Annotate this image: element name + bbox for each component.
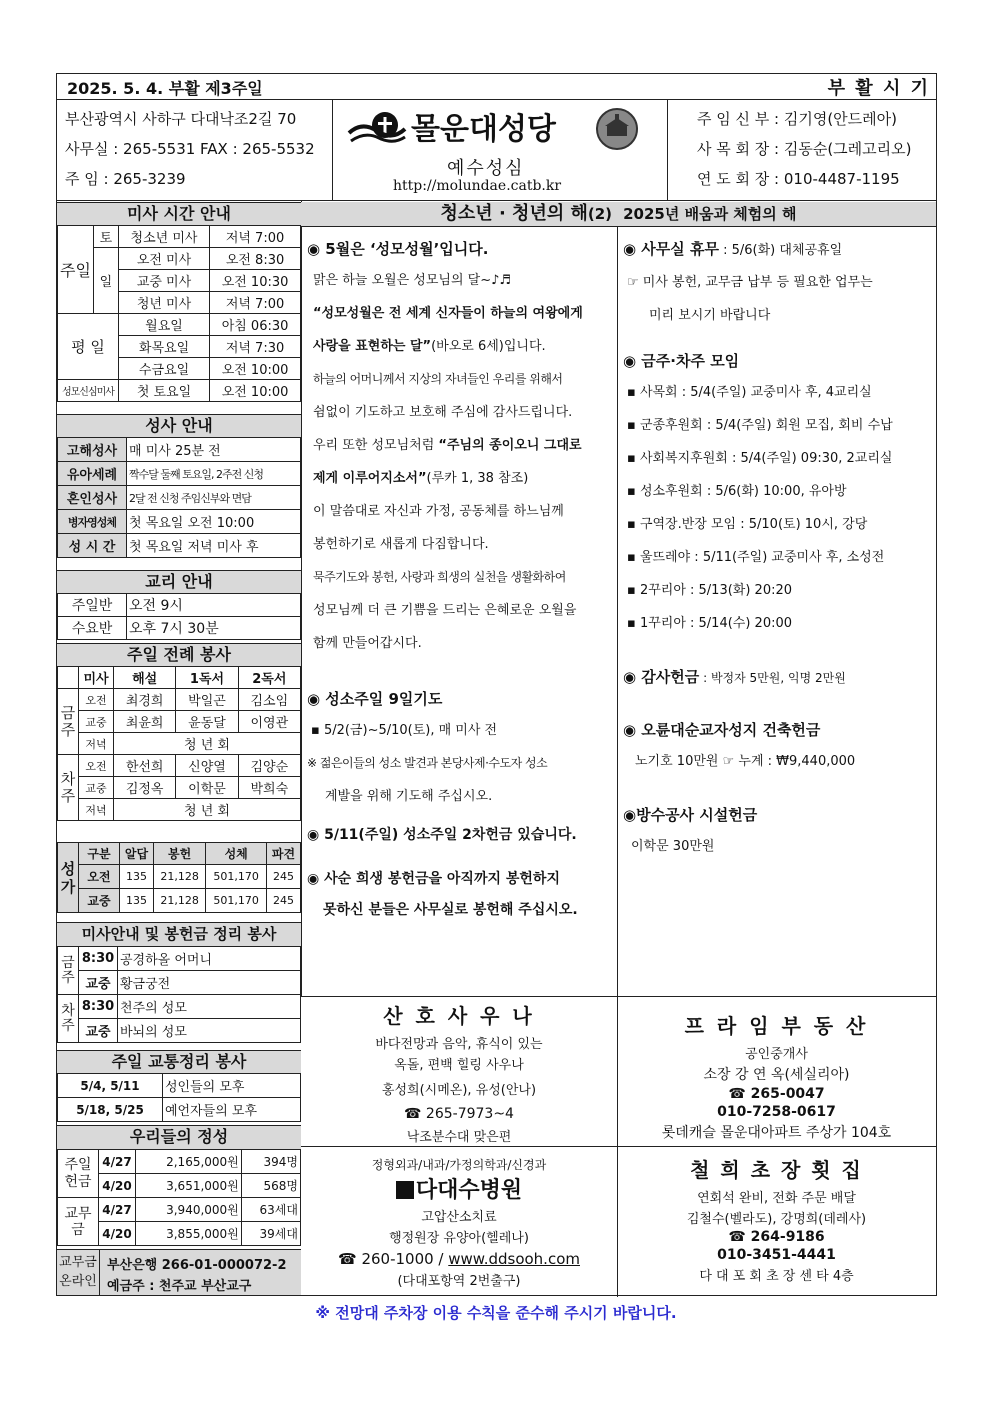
liturgy-table: 미사 해설 1독서 2독서 금주 오전 최경희 박일곤 김소임 교중 최윤희 윤동달 이영관 저녁 청 년 회 차주 오전 한선희 신양열 김양순 교중 김정옥 이학문 박희숙 저녁 청 년 회	[57, 666, 301, 821]
church-url[interactable]: http://molundae.catb.kr	[393, 178, 562, 194]
church-address: 부산광역시 사하구 다대낙조2길 70	[65, 110, 297, 128]
novena-title: ◉ 성소주일 9일기도	[307, 690, 443, 708]
mass-times-title: 미사 시간 안내	[57, 202, 301, 226]
office-phone: 사무실 : 265-5531 FAX : 265-5532	[65, 140, 315, 158]
online-account: 교무금 온라인 부산은행 266-01-000072-2 예금주 : 천주교 부산교구	[57, 1249, 301, 1295]
hospital-logo-icon	[396, 1181, 414, 1199]
news-column: ◉ 사무실 휴무 : 5/6(화) 대체공휴일 ☞ 미사 봉헌, 교무금 납부 등 필요한 업무는 미리 보시기 바랍니다 ◉ 금주·차주 모임 ▪ 사목회 : 5/4(주일) 교중미사 후, 4교리실 ▪ 군종후원회 : 5/4(주일) 회원 모집, 회비 수납 ▪ 사회복지후원회 : 5/4(주일) 09:30, 2교리실 ▪ 성소후원회 : 5/6(화) 10:00, 유아방 ▪ 구역장.반장 모임 : 5/10(토) 10시, 강당 ▪ 울뜨레야 : 5/11(주일) 교중미사 후, 소성전 ▪ 2꾸리아 : 5/13(화) 20:20 ▪ 1꾸리아 : 5/14(수) 20:00 ◉ 감사헌금 : 박정자 5만원, 익명 2만원 ◉ 오륜대순교자성지 건축헌금 노기호 10만원 ☞ 누계 : ₩9,440,000 ◉방수공사 시설헌금 이학문 30만원	[623, 234, 933, 863]
patron-saint: 예수성심	[447, 158, 525, 179]
sacraments-title: 성사 안내	[57, 414, 301, 438]
traffic-table: 5/4, 5/11 성인들의 모후 5/18, 5/25 예언자들의 모후	[57, 1073, 301, 1122]
restaurant-ad: 철 희 초 장 횟 집 연회석 완비, 전화 주문 배달 김철수(벨라도), 강명희(데레사) ☎ 264-9186 010-3451-4441 다 대 포 회 초 장 센 타 4층	[686, 1158, 867, 1284]
hospital-ad: 정형외과/내과/가정의학과/신경과 다대수병원 고압산소치료 행정원장 유양아(헬레나) ☎ 260-1000 / www.ddsooh.com (다대포항역 2번출구)	[338, 1158, 580, 1289]
sunday-label: 주일	[58, 226, 94, 314]
residence-phone: 주 임 : 265-3239	[65, 170, 186, 188]
sacraments-table: 고해성사 매 미사 25분 전 유아세례 짝수달 둘째 토요일, 2주전 신청 혼인성사 2달 전 신청 주임신부와 면담 병자영성체 첫 목요일 오전 10:00 성 시 간 첫 목요일 저녁 미사 후	[57, 437, 301, 558]
footer-notice: ※ 전망대 주차장 이용 수칙을 준수해 주시기 바랍니다.	[315, 1304, 677, 1322]
sauna-ad: 산 호 사 우 나 바다전망과 음악, 휴식이 있는 옥돌, 편백 힐링 사우나 홍성희(시메온), 유성(안나) ☎ 265-7973~4 낙조분수대 맞은편	[375, 1004, 543, 1145]
meeting-item: ▪ 구역장.반장 모임 : 5/10(토) 10시, 강당	[627, 517, 868, 532]
church-logo	[347, 107, 407, 147]
meeting-item: ▪ 울뜨레야 : 5/11(주일) 교중미사 후, 소성전	[627, 550, 885, 565]
date-line: 2025. 5. 4. 부활 제3주일	[67, 79, 263, 98]
meeting-item: ▪ 군종후원회 : 5/4(주일) 회원 모집, 회비 수납	[627, 418, 893, 433]
second-collection: ◉ 5/11(주일) 성소주일 2차헌금 있습니다.	[307, 827, 577, 843]
meeting-item: ▪ 사회복지후원회 : 5/4(주일) 09:30, 2교리실	[627, 451, 893, 466]
pastor: 주 임 신 부 : 김기영(안드레아)	[697, 110, 897, 128]
donations-table: 주일헌금 4/27 2,165,000원 394명 4/20 3,651,000원 568명 교무금 4/27 3,940,000원 63세대 4/20 3,855,000원 39세대	[57, 1149, 301, 1246]
catechism-title: 교리 안내	[57, 570, 301, 594]
theme-banner: 청소년 · 청년의 해(2) 2025년 배움과 체험의 해	[301, 202, 936, 227]
notice-column: ◉ 5월은 ‘성모성월’입니다. 맑은 하늘 오월은 성모님의 달~♪♬ “성모성월은 전 세계 신자들이 하늘의 여왕에게 사랑을 표현하는 달”(바오로 6세)입니다. 하늘의 어머니께서 지상의 자녀들인 우리를 위해서 쉼없이 기도하고 보호해 주심에 감사드립니다. 우리 또한 성모님처럼 “주님의 종이오니 그대로 제게 이루어지소서”(루카 1, 38 참조) 이 말씀대로 자신과 가정, 공동체를 하느님께 봉헌하기로 새롭게 다짐합니다. 묵주기도와 봉헌, 사랑과 희생의 실천을 생활화하여 성모님께 더 큰 기쁨을 드리는 은혜로운 오월을 함께 만들어갑시다. ◉ 성소주일 9일기도 ▪ 5/2(금)~5/10(토), 매 미사 전 ※ 젊은이들의 성소 발견과 본당사제·수도자 성소 계발을 위해 기도해 주십시오. ◉ 5/11(주일) 성소주일 2차헌금 있습니다. ◉ 사순 희생 봉헌금을 아직까지 봉헌하지 못하신 분들은 사무실로 봉헌해 주십시오.	[307, 234, 612, 925]
church-building-icon	[596, 108, 638, 150]
liturgical-season: 부 활 시 기	[827, 78, 930, 99]
church-name: 몰운대성당	[411, 112, 556, 147]
catechism-table: 주일반 오전 9시 수요반 오후 7시 30분	[57, 593, 301, 640]
offering-service-title: 미사안내 및 봉헌금 정리 봉사	[57, 922, 301, 947]
bulletin-page	[56, 73, 937, 1296]
contact-phone: 연 도 회 장 : 010-4487-1195	[697, 170, 900, 188]
may-title: ◉ 5월은 ‘성모성월’입니다.	[307, 240, 489, 258]
meeting-item: ▪ 2꾸리아 : 5/13(화) 20:20	[627, 583, 793, 598]
liturgy-title: 주일 전례 봉사	[57, 643, 301, 667]
offering-service-table: 금주 8:30 공경하올 어머니 교중 황금궁전 차주 8:30 천주의 성모 교중 바뇌의 성모	[57, 946, 301, 1043]
council-head: 사 목 회 장 : 김동순(그레고리오)	[697, 140, 912, 158]
meeting-item: ▪ 성소후원회 : 5/6(화) 10:00, 유아방	[627, 484, 847, 499]
hospital-website-link[interactable]: www.ddsooh.com	[448, 1250, 580, 1268]
traffic-title: 주일 교통정리 봉사	[57, 1050, 301, 1074]
heart-mass-label: 성모신심미사	[58, 380, 119, 402]
meeting-item: ▪ 사목회 : 5/4(주일) 교중미사 후, 4교리실	[627, 385, 872, 400]
meetings-title: ◉ 금주·차주 모임	[623, 352, 740, 370]
weekday-label: 평 일	[58, 314, 119, 380]
meeting-item: ▪ 1꾸리아 : 5/14(수) 20:00	[627, 616, 793, 631]
mass-times-table: 주일 토 청소년 미사 저녁 7:00 일 오전 미사 오전 8:30 교중 미사 오전 10:30 청년 미사 저녁 7:00 평 일 월요일 아침 06:30 화목요일 저녁 7:30 수금요일 오전 10:00 성모신심미사 첫 토요일 오전 10:00	[57, 225, 301, 402]
donations-title: 우리들의 정성	[57, 1125, 301, 1150]
realty-ad: 프 라 임 부 동 산 공인중개사 소장 강 연 옥(세실리아) ☎ 265-0047 010-7258-0617 롯데캐슬 몰운대아파트 주상가 104호	[661, 1014, 892, 1141]
choir-table: 성가 구분 알답 봉헌 성체 파견 오전 135 21,128 501,170 245 교중 135 21,128 501,170 245	[57, 842, 301, 913]
